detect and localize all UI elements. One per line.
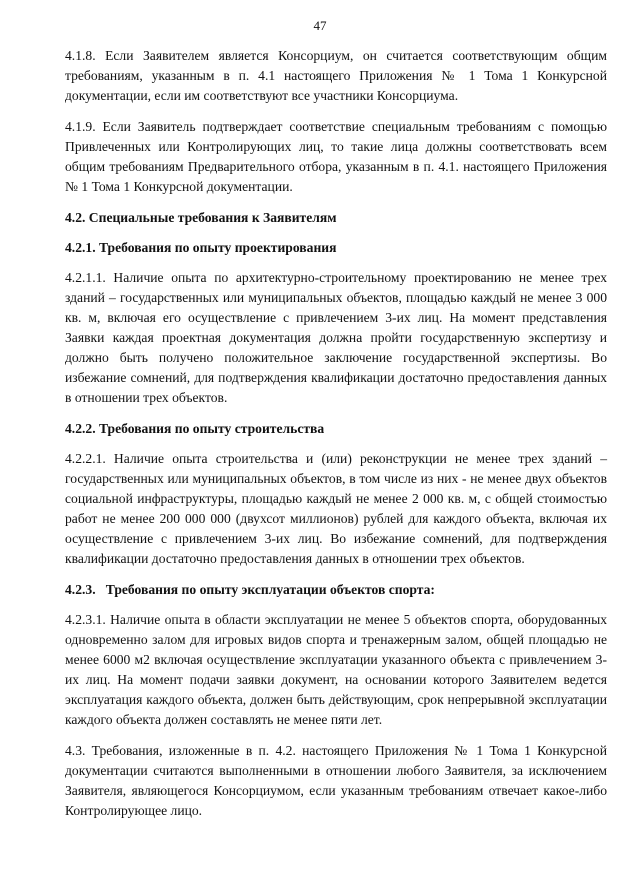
heading-4-2-3: 4.2.3. Требования по опыту эксплуатации объектов спорта: — [65, 582, 435, 597]
paragraph-4-1-8: 4.1.8. Если Заявителем является Консорциум, он считается соответствующим общим требованиям, указанным в п. 4.1 настоящего Приложения № 1 Тома 1 Конкурсной документации, если им соответствуют все участники Консорциума. — [65, 48, 607, 103]
paragraph-4-2-1-1: 4.2.1.1. Наличие опыта по архитектурно-строительному проектированию не менее трех зданий – государственных или муниципальных объектов, площадью каждый не менее 3 000 кв. м, включая его осуществление с привлечением 3-их лиц. На момент представления Заявки каждая проектная документация должна пройти государственную экспертизу и должно быть получено положительное заключение государственной экспертизы. Во избежание сомнений, для подтверждения квалификации достаточно предоставления данных в отношении трех объектов. — [65, 270, 607, 405]
paragraph-4-1-9: 4.1.9. Если Заявитель подтверждает соответствие специальным требованиям с помощью Привлеченных или Контролирующих лиц, то такие лица должны соответствовать всем общим требованиям Предварительного отбора, указанным в п. 4.1. настоящего Приложения № 1 Тома 1 Конкурсной документации. — [65, 119, 607, 194]
paragraph-4-2-3-1: 4.2.3.1. Наличие опыта в области эксплуатации не менее 5 объектов спорта, оборудованных одновременно залом для игровых видов спорта и тренажерным залом, общей площадью не менее 6000 м2 включая осуществление эксплуатации указанного объекта с привлечением 3-их лиц. На момент подачи заявки документ, на основании которого Заявителем ведется эксплуатация каждого объекта, должен быть действующим, срок непрерывной эксплуатации каждого объекта должен составлять не менее пяти лет. — [65, 612, 607, 727]
paragraph-4-2-2-1: 4.2.2.1. Наличие опыта строительства и (или) реконструкции не менее трех зданий – государственных или муниципальных объектов, в том числе из них - не менее двух объектов социальной инфраструктуры, площадью каждый не менее 2 000 кв. м, с общей стоимостью работ не менее 200 000 000 (двухсот миллионов) рублей для каждого объекта, включая их осуществление с привлечением 3-их лиц. Во избежание сомнений, для подтверждения квалификации достаточно предоставления данных в отношении трех объектов. — [65, 451, 607, 566]
heading-4-2-2: 4.2.2. Требования по опыту строительства — [65, 421, 325, 436]
document-body — [65, 46, 607, 832]
heading-4-2-1: 4.2.1. Требования по опыту проектирования — [65, 240, 337, 255]
heading-4-2: 4.2. Специальные требования к Заявителям — [65, 210, 337, 225]
page-number: 47 — [313, 18, 327, 33]
paragraph-4-3: 4.3. Требования, изложенные в п. 4.2. настоящего Приложения № 1 Тома 1 Конкурсной документации считаются выполненными в отношении любого Заявителя, за исключением Заявителя, являющегося Консорциумом, если указанным требованиям отвечает какое-либо Контролирующее лицо. — [65, 743, 607, 818]
